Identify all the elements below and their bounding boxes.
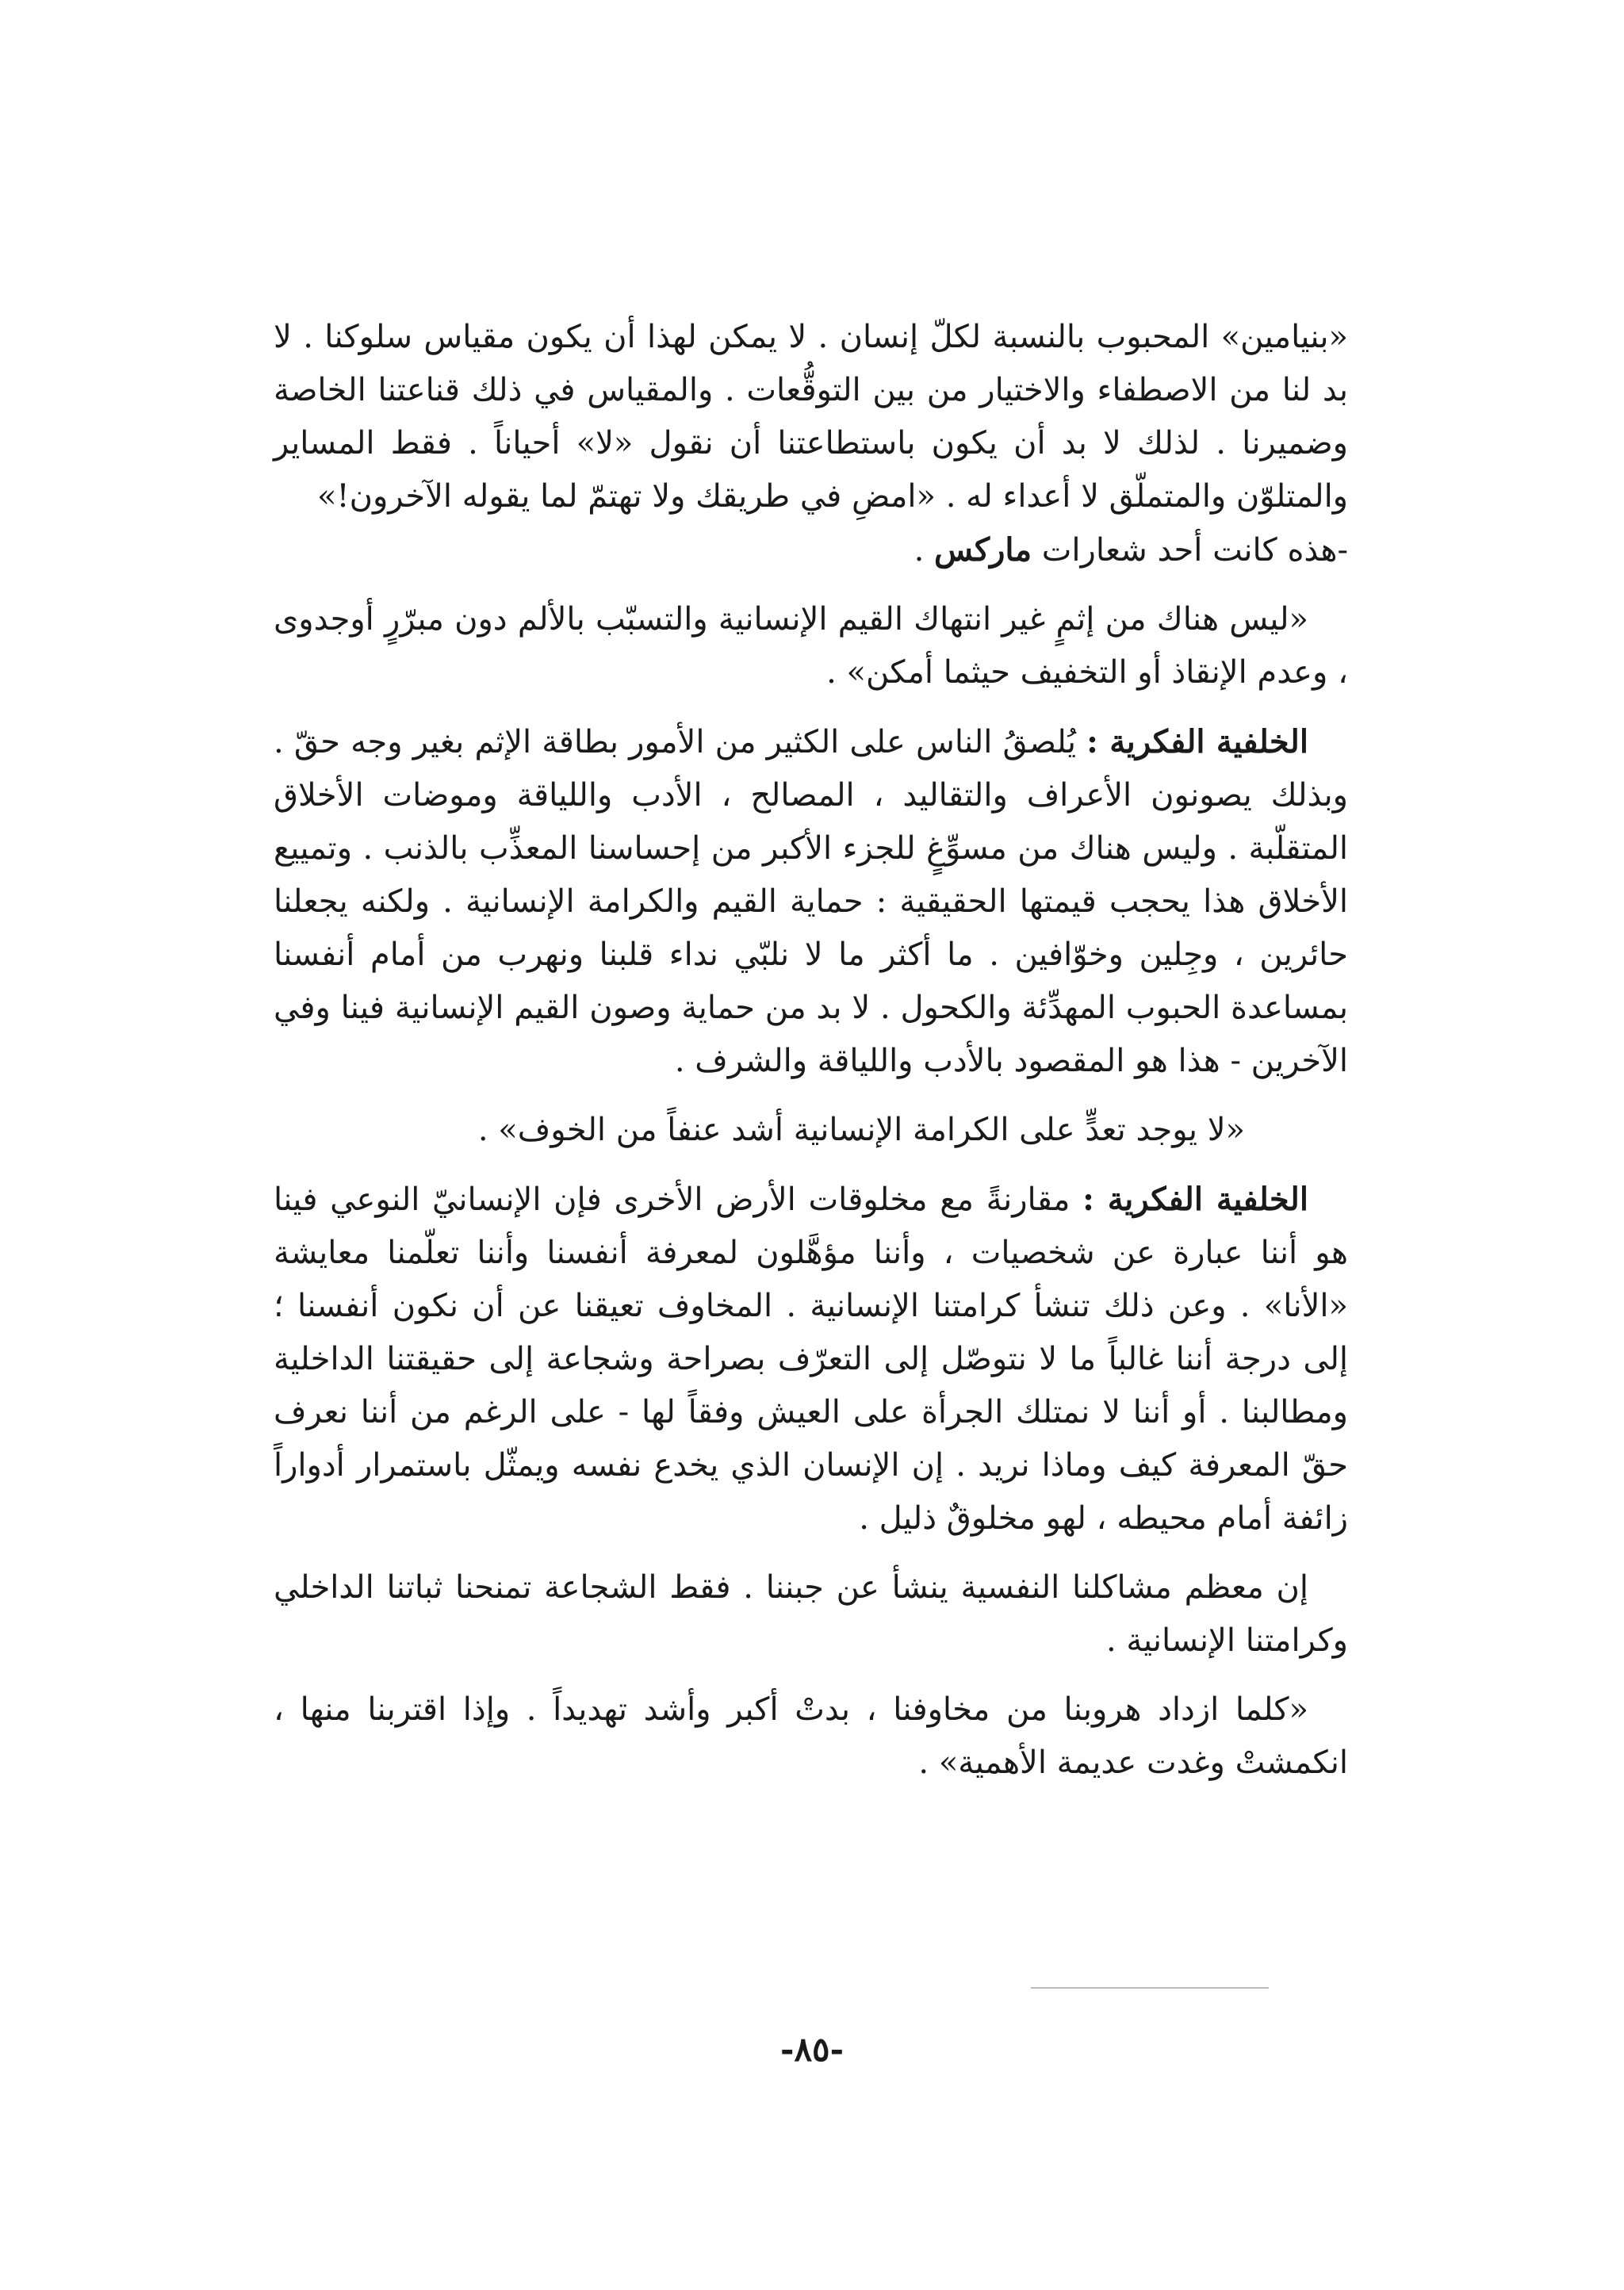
intellectual-background-label-2: الخلفية الفكرية : <box>1082 1181 1308 1218</box>
paragraph-1-tail-prefix: -هذه كانت أحد شعارات <box>1032 532 1348 569</box>
footer-divider <box>1031 1987 1269 1989</box>
paragraph-1-text: «بنيامين» المحبوب بالنسبة لكلّ إنسان . لا يمكن لهذا أن يكون مقياس سلوكنا . لا بد لنا من الاصطفاء والاختيار من بين التوقُّعات . والمقياس في ذلك قناعتنا الخاصة وضميرنا . لذلك لا بد أن يكون باستطاعتنا أن نقول «لا» أحياناً . فقط المساير والمتلوّن والمتملّق لا أعداء له . «امضِ في طريقك ولا تهتمّ لما يقوله الآخرون!» <box>274 319 1348 515</box>
paragraph-5 <box>274 1173 1348 1545</box>
page-number: -٨٥- <box>780 2030 844 2069</box>
quote-7: «كلما ازداد هروبنا من مخاوفنا ، بدتْ أكبر وأشد تهديداً . وإذا اقتربنا منها ، انكمشتْ وغدت عديمة الأهمية» . <box>274 1691 1348 1781</box>
marx-name: ماركس <box>934 531 1032 569</box>
paragraph-3-text: يُلصقُ الناس على الكثير من الأمور بطاقة الإثم بغير وجه حقّ . وبذلك يصونون الأعراف والتقاليد ، المصالح ، الأدب واللياقة وموضات الأخلاق المتقلّبة . وليس هناك من مسوِّغٍ للجزء الأكبر من إحساسنا المعذِّب بالذنب . وتمييع الأخلاق هذا يحجب قيمتها الحقيقية : حماية القيم والكرامة الإنسانية . ولكنه يجعلنا حائرين ، وجِلين وخوّافين . ما أكثر ما لا نلبّي نداء قلبنا ونهرب من أمام أنفسنا بمساعدة الحبوب المهدِّئة والكحول . لا بد من حماية وصون القيم الإنسانية فينا وفي الآخرين - هذا هو المقصود بالأدب واللياقة والشرف . <box>274 724 1348 1079</box>
body-text <box>274 311 1348 1806</box>
quote-4: «لا يوجد تعدٍّ على الكرامة الإنسانية أشد عنفاً من الخوف» . <box>477 1112 1245 1148</box>
paragraph-5-text: مقارنةً مع مخلوقات الأرض الأخرى فإن الإنسانيّ النوعي فينا هو أننا عبارة عن شخصيات ، وأننا مؤهَّلون لمعرفة أنفسنا وأننا تعلّمنا معايشة «الأنا» . وعن ذلك تنشأ كرامتنا الإنسانية . المخاوف تعيقنا عن أن نكون أنفسنا ؛ إلى درجة أننا غالباً ما لا نتوصّل إلى التعرّف بصراحة وشجاعة إلى حقيقتنا الداخلية ومطالبنا . أو أننا لا نمتلك الجرأة على العيش وفقاً لها - على الرغم من أننا نعرف حقّ المعرفة كيف وماذا نريد . إن الإنسان الذي يخدع نفسه ويمثّل باستمرار أدواراً زائفة أمام محيطه ، لهو مخلوقٌ ذليل . <box>274 1181 1348 1537</box>
paragraph-6: إن معظم مشاكلنا النفسية ينشأ عن جبننا . فقط الشجاعة تمنحنا ثباتنا الداخلي وكرامتنا الإنسانية . <box>274 1569 1348 1659</box>
paragraph-3 <box>274 715 1348 1088</box>
quote-2: «ليس هناك من إثمٍ غير انتهاك القيم الإنسانية والتسبّب بالألم دون مبرّرٍ أوجدوى ، وعدم الإنقاذ أو التخفيف حيثما أمكن» . <box>274 601 1348 691</box>
paragraph-1-tail-end: . <box>914 532 935 569</box>
intellectual-background-label-1: الخلفية الفكرية : <box>1086 723 1308 760</box>
paragraph-1 <box>274 311 1348 577</box>
